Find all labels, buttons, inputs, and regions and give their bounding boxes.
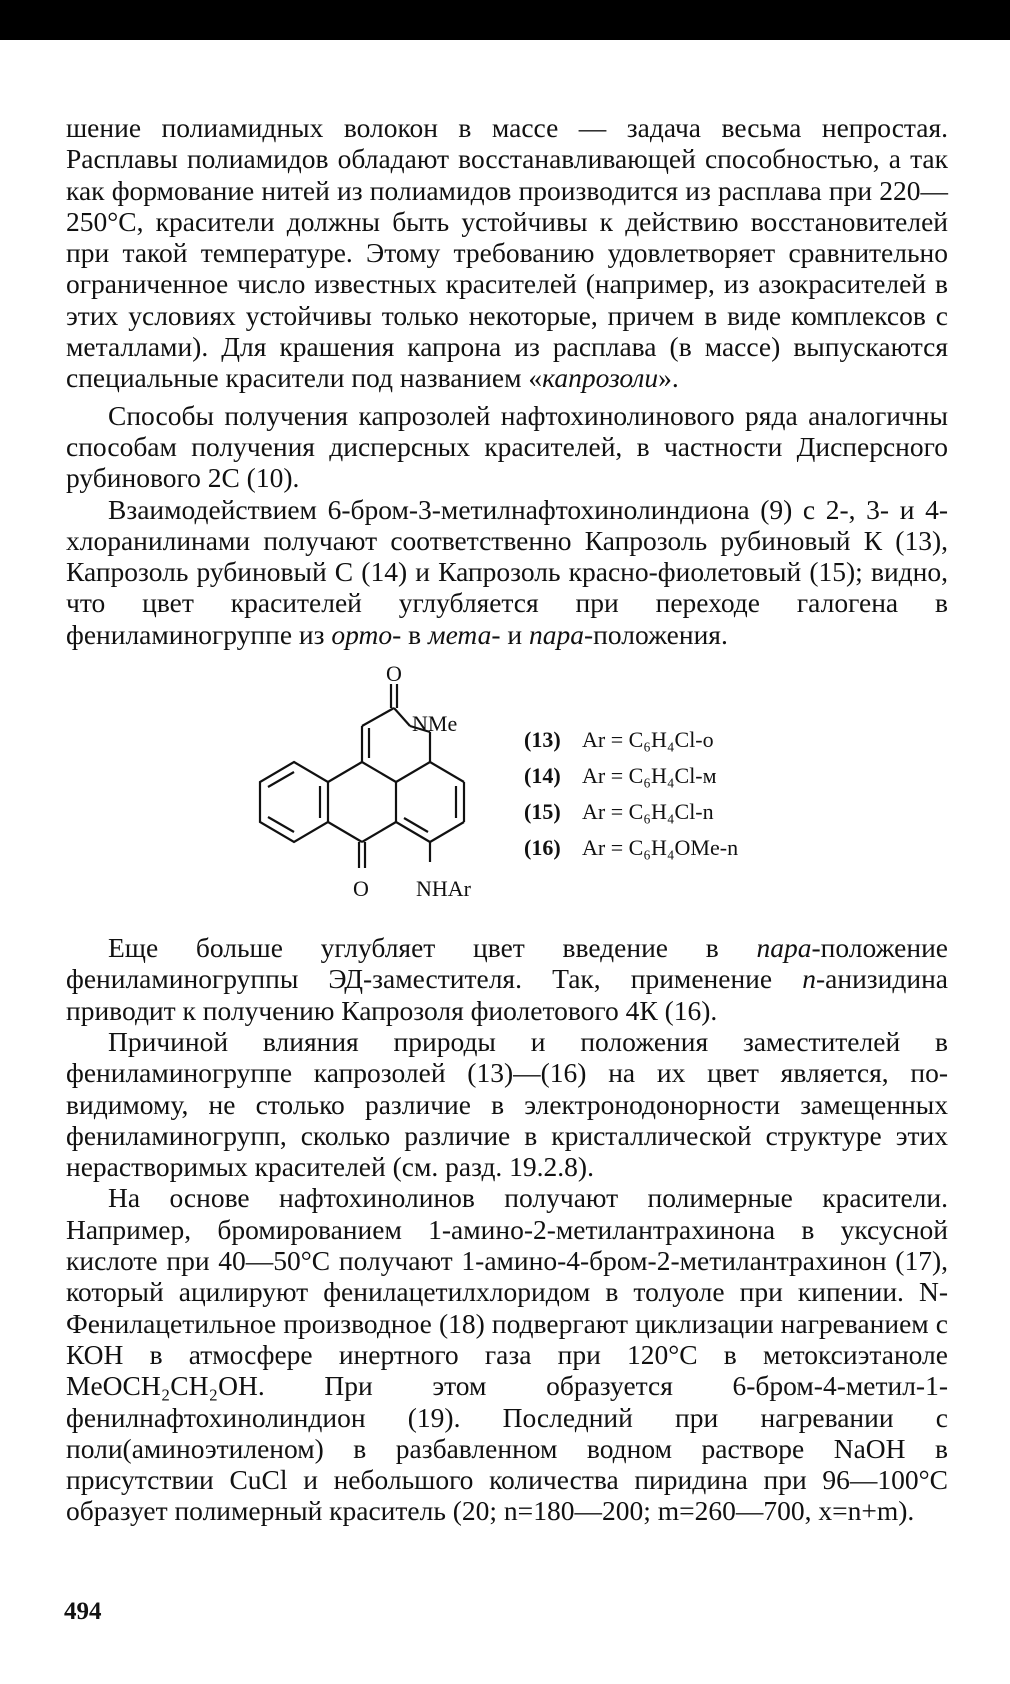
compound-definitions xyxy=(524,722,738,866)
oxygen-top-label: O xyxy=(386,666,402,687)
page-number: 494 xyxy=(64,1598,102,1625)
compound-15: (15) Ar = C₆H₄Cl-n xyxy=(524,799,714,825)
nhar-label: NHAr xyxy=(416,876,471,902)
nme-label: NMe xyxy=(412,711,458,737)
chemical-structure-figure xyxy=(66,666,948,904)
oxygen-bottom-label: O xyxy=(353,876,369,902)
paragraph-4: Еще больше углубляет цвет введение в пара-положение фениламиногруппы ЭД-заместителя. Так, применение п-анизидина приводит к получению Капрозоля фиолетового 4К (16). xyxy=(66,932,948,1026)
compound-16: (16) Ar = C₆H₄OMe-n xyxy=(524,835,739,861)
compound-13: (13) Ar = C₆H₄Cl-o xyxy=(524,727,714,753)
naphthoquinoline-structure xyxy=(236,666,506,904)
paragraph-2: Способы получения капрозолей нафтохинолинового ряда аналогичны способам получения дисперсных красителей, в частности Дисперсного рубинового 2С (10). xyxy=(66,399,948,494)
paragraph-1: шение полиамидных волокон в массе — задача весьма непростая. Расплавы полиамидов обладают восстанавливающей способностью, а так как формование нитей из полиамидов производится из расплава при 220—250°С, красители должны быть устойчивы к действию восстановителей при такой температуре. Этому требованию удовлетворяет сравнительно ограниченное число известных красителей (например, из азокрасителей в этих условиях устойчивы только некоторые, причем в виде комплексов с металлами). Для крашения капрона из расплава (в массе) выпускаются специальные красители под названием «капрозоли». xyxy=(66,112,948,394)
scan-top-border xyxy=(0,0,1010,40)
compound-14: (14) Ar = C₆H₄Cl-м xyxy=(524,763,717,789)
paragraph-6: На основе нафтохинолинов получают полимерные красители. Например, бромированием 1-амино-2-метилантрахинона в уксусной кислоте при 40—50°С получают 1-амино-4-бром-2-метилантрахинон (17), который ацилируют фенилацетилхлоридом в толуоле при кипении. N-Фенилацетильное производное (18) подвергают циклизации нагреванием с КОН в атмосфере инертного газа при 120°С в метоксиэтаноле MeOCH₂CH₂OH. При этом образуется 6-бром-4-метил-1-фенилнафтохинолиндион (19). Последний при нагревании с поли(аминоэтиленом) в разбавленном водном растворе NaOH в присутствии CuCl и небольшого количества пиридина при 96—100°С образует полимерный краситель (20; n=180—200; m=260—700, x=n+m). xyxy=(66,1182,948,1527)
paragraph-5: Причиной влияния природы и положения заместителей в фениламиногруппе капрозолей (13)—(16) на их цвет является, по-видимому, не столько различие в электронодонорности замещенных фениламиногрупп, сколько различие в кристаллической структуре этих нерастворимых красителей (см. разд. 19.2.8). xyxy=(66,1025,948,1183)
page-body xyxy=(66,112,948,1527)
paragraph-3: Взаимодействием 6-бром-3-метилнафтохинолиндиона (9) с 2-, 3- и 4-хлоранилинами получают соответственно Капрозоль рубиновый К (13), Капрозоль рубиновый С (14) и Капрозоль красно-фиолетовый (15); видно, что цвет красителей углубляется при переходе галогена в фениламиногруппе из орто- в мета- и пара-положения. xyxy=(66,493,948,650)
